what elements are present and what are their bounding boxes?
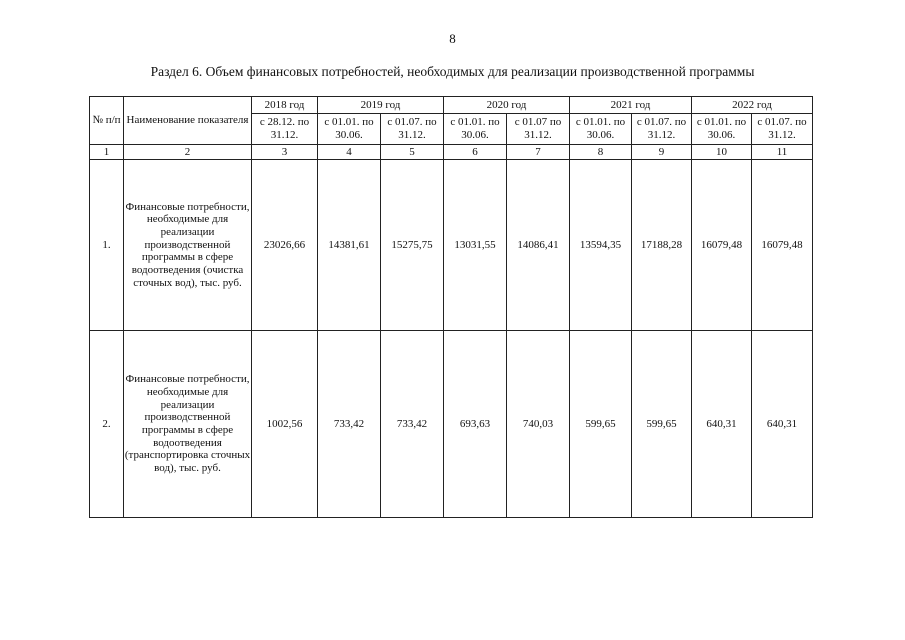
value-cell: 17188,28 [632,160,692,331]
row-number: 1. [90,160,124,331]
value-cell: 16079,48 [752,160,813,331]
header-period: с 01.07. по 31.12. [381,114,444,145]
column-number: 10 [692,145,752,160]
header-year-row [90,97,813,114]
row-number: 2. [90,331,124,518]
table-row [90,160,813,331]
row-name: Финансовые потребности, необходимые для реализации производственной программы в сфере водоотведения (транспортировка сточных вод), тыс. руб. [124,331,252,518]
value-cell: 1002,56 [252,331,318,518]
value-cell: 13031,55 [444,160,507,331]
value-cell: 733,42 [381,331,444,518]
row-name: Финансовые потребности, необходимые для реализации производственной программы в сфере водоотведения (очистка сточных вод), тыс. руб. [124,160,252,331]
page-number: 8 [449,31,456,46]
header-period: с 28.12. по 31.12. [252,114,318,145]
header-period: с 01.01. по 30.06. [570,114,632,145]
value-cell: 733,42 [318,331,381,518]
column-number: 4 [318,145,381,160]
value-cell: 693,63 [444,331,507,518]
column-number: 7 [507,145,570,160]
header-year-2019: 2019 год [318,97,444,114]
column-number: 3 [252,145,318,160]
header-period: с 01.01. по 30.06. [318,114,381,145]
column-number: 5 [381,145,444,160]
section-title: Раздел 6. Объем финансовых потребностей, необходимых для реализации производственной программы [150,64,755,79]
header-year-2021: 2021 год [570,97,692,114]
value-cell: 599,65 [632,331,692,518]
header-period: с 01.01. по 30.06. [692,114,752,145]
column-number: 1 [90,145,124,160]
table-row [90,331,813,518]
value-cell: 14086,41 [507,160,570,331]
value-cell: 13594,35 [570,160,632,331]
value-cell: 23026,66 [252,160,318,331]
header-period: с 01.07 по 31.12. [507,114,570,145]
value-cell: 740,03 [507,331,570,518]
column-number: 2 [124,145,252,160]
header-year-2022: 2022 год [692,97,813,114]
value-cell: 15275,75 [381,160,444,331]
header-no: № п/п [90,97,124,145]
column-number: 11 [752,145,813,160]
financial-needs-table [89,96,813,518]
value-cell: 640,31 [692,331,752,518]
header-period: с 01.01. по 30.06. [444,114,507,145]
value-cell: 16079,48 [692,160,752,331]
header-period: с 01.07. по 31.12. [632,114,692,145]
value-cell: 14381,61 [318,160,381,331]
header-year-2020: 2020 год [444,97,570,114]
header-name: Наименование показателя [124,97,252,145]
value-cell: 599,65 [570,331,632,518]
header-period: с 01.07. по 31.12. [752,114,813,145]
header-year-2018: 2018 год [252,97,318,114]
value-cell: 640,31 [752,331,813,518]
column-number-row [90,145,813,160]
column-number: 9 [632,145,692,160]
column-number: 8 [570,145,632,160]
column-number: 6 [444,145,507,160]
